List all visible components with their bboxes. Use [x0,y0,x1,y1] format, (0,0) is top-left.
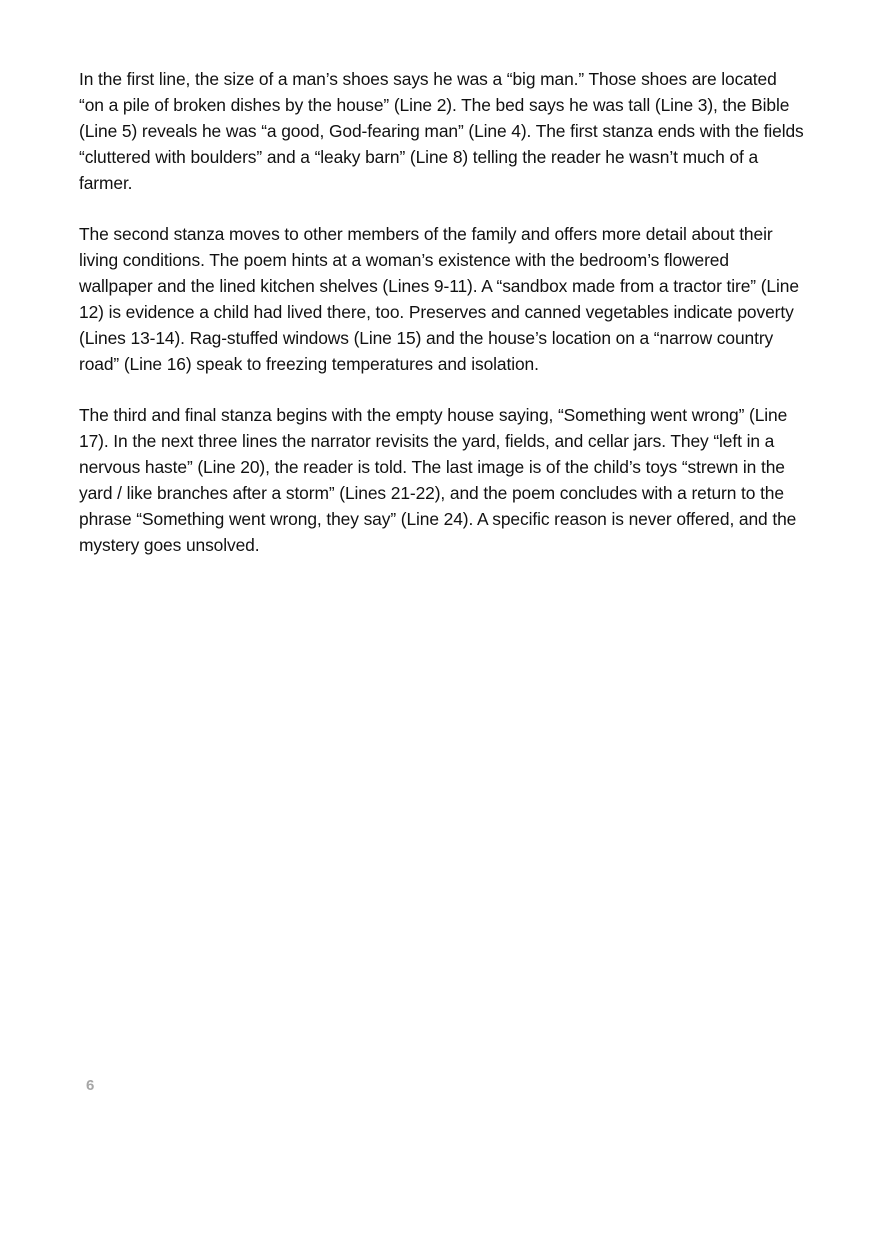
paragraph-second-stanza: The second stanza moves to other members of the family and offers more detail about their living conditions. The poem hints at a woman’s existence with the bedroom’s flowered wallpaper and the lined kitchen shelves (Lines 9-11). A “sandbox made from a tractor tire” (Line 12) is evidence a child had lived there, too. Preserves and canned vegetables indicate poverty (Lines 13-14). Rag-stuffed windows (Line 15) and the house’s location on a “narrow country road” (Line 16) speak to freezing temperatures and isolation. [79,224,799,374]
paragraph-first-stanza: In the first line, the size of a man’s shoes says he was a “big man.” Those shoes are located “on a pile of broken dishes by the house” (Line 2). The bed says he was tall (Line 3), the Bible (Line 5) reveals he was “a good, God-fearing man” (Line 4). The first stanza ends with the fields “cluttered with boulders” and a “leaky barn” (Line 8) telling the reader he wasn’t much of a farmer. [79,69,804,193]
page-number: 6 [86,1077,95,1094]
paragraph-third-stanza: The third and final stanza begins with the empty house saying, “Something went wrong” (Line 17). In the next three lines the narrator revisits the yard, fields, and cellar jars. They “left in a nervous haste” (Line 20), the reader is told. The last image is of the child’s toys “strewn in the yard / like branches after a storm” (Lines 21-22), and the poem concludes with a return to the phrase “Something went wrong, they say” (Line 24). A specific reason is never offered, and the mystery goes unsolved. [79,405,797,555]
body-text [79,66,805,583]
